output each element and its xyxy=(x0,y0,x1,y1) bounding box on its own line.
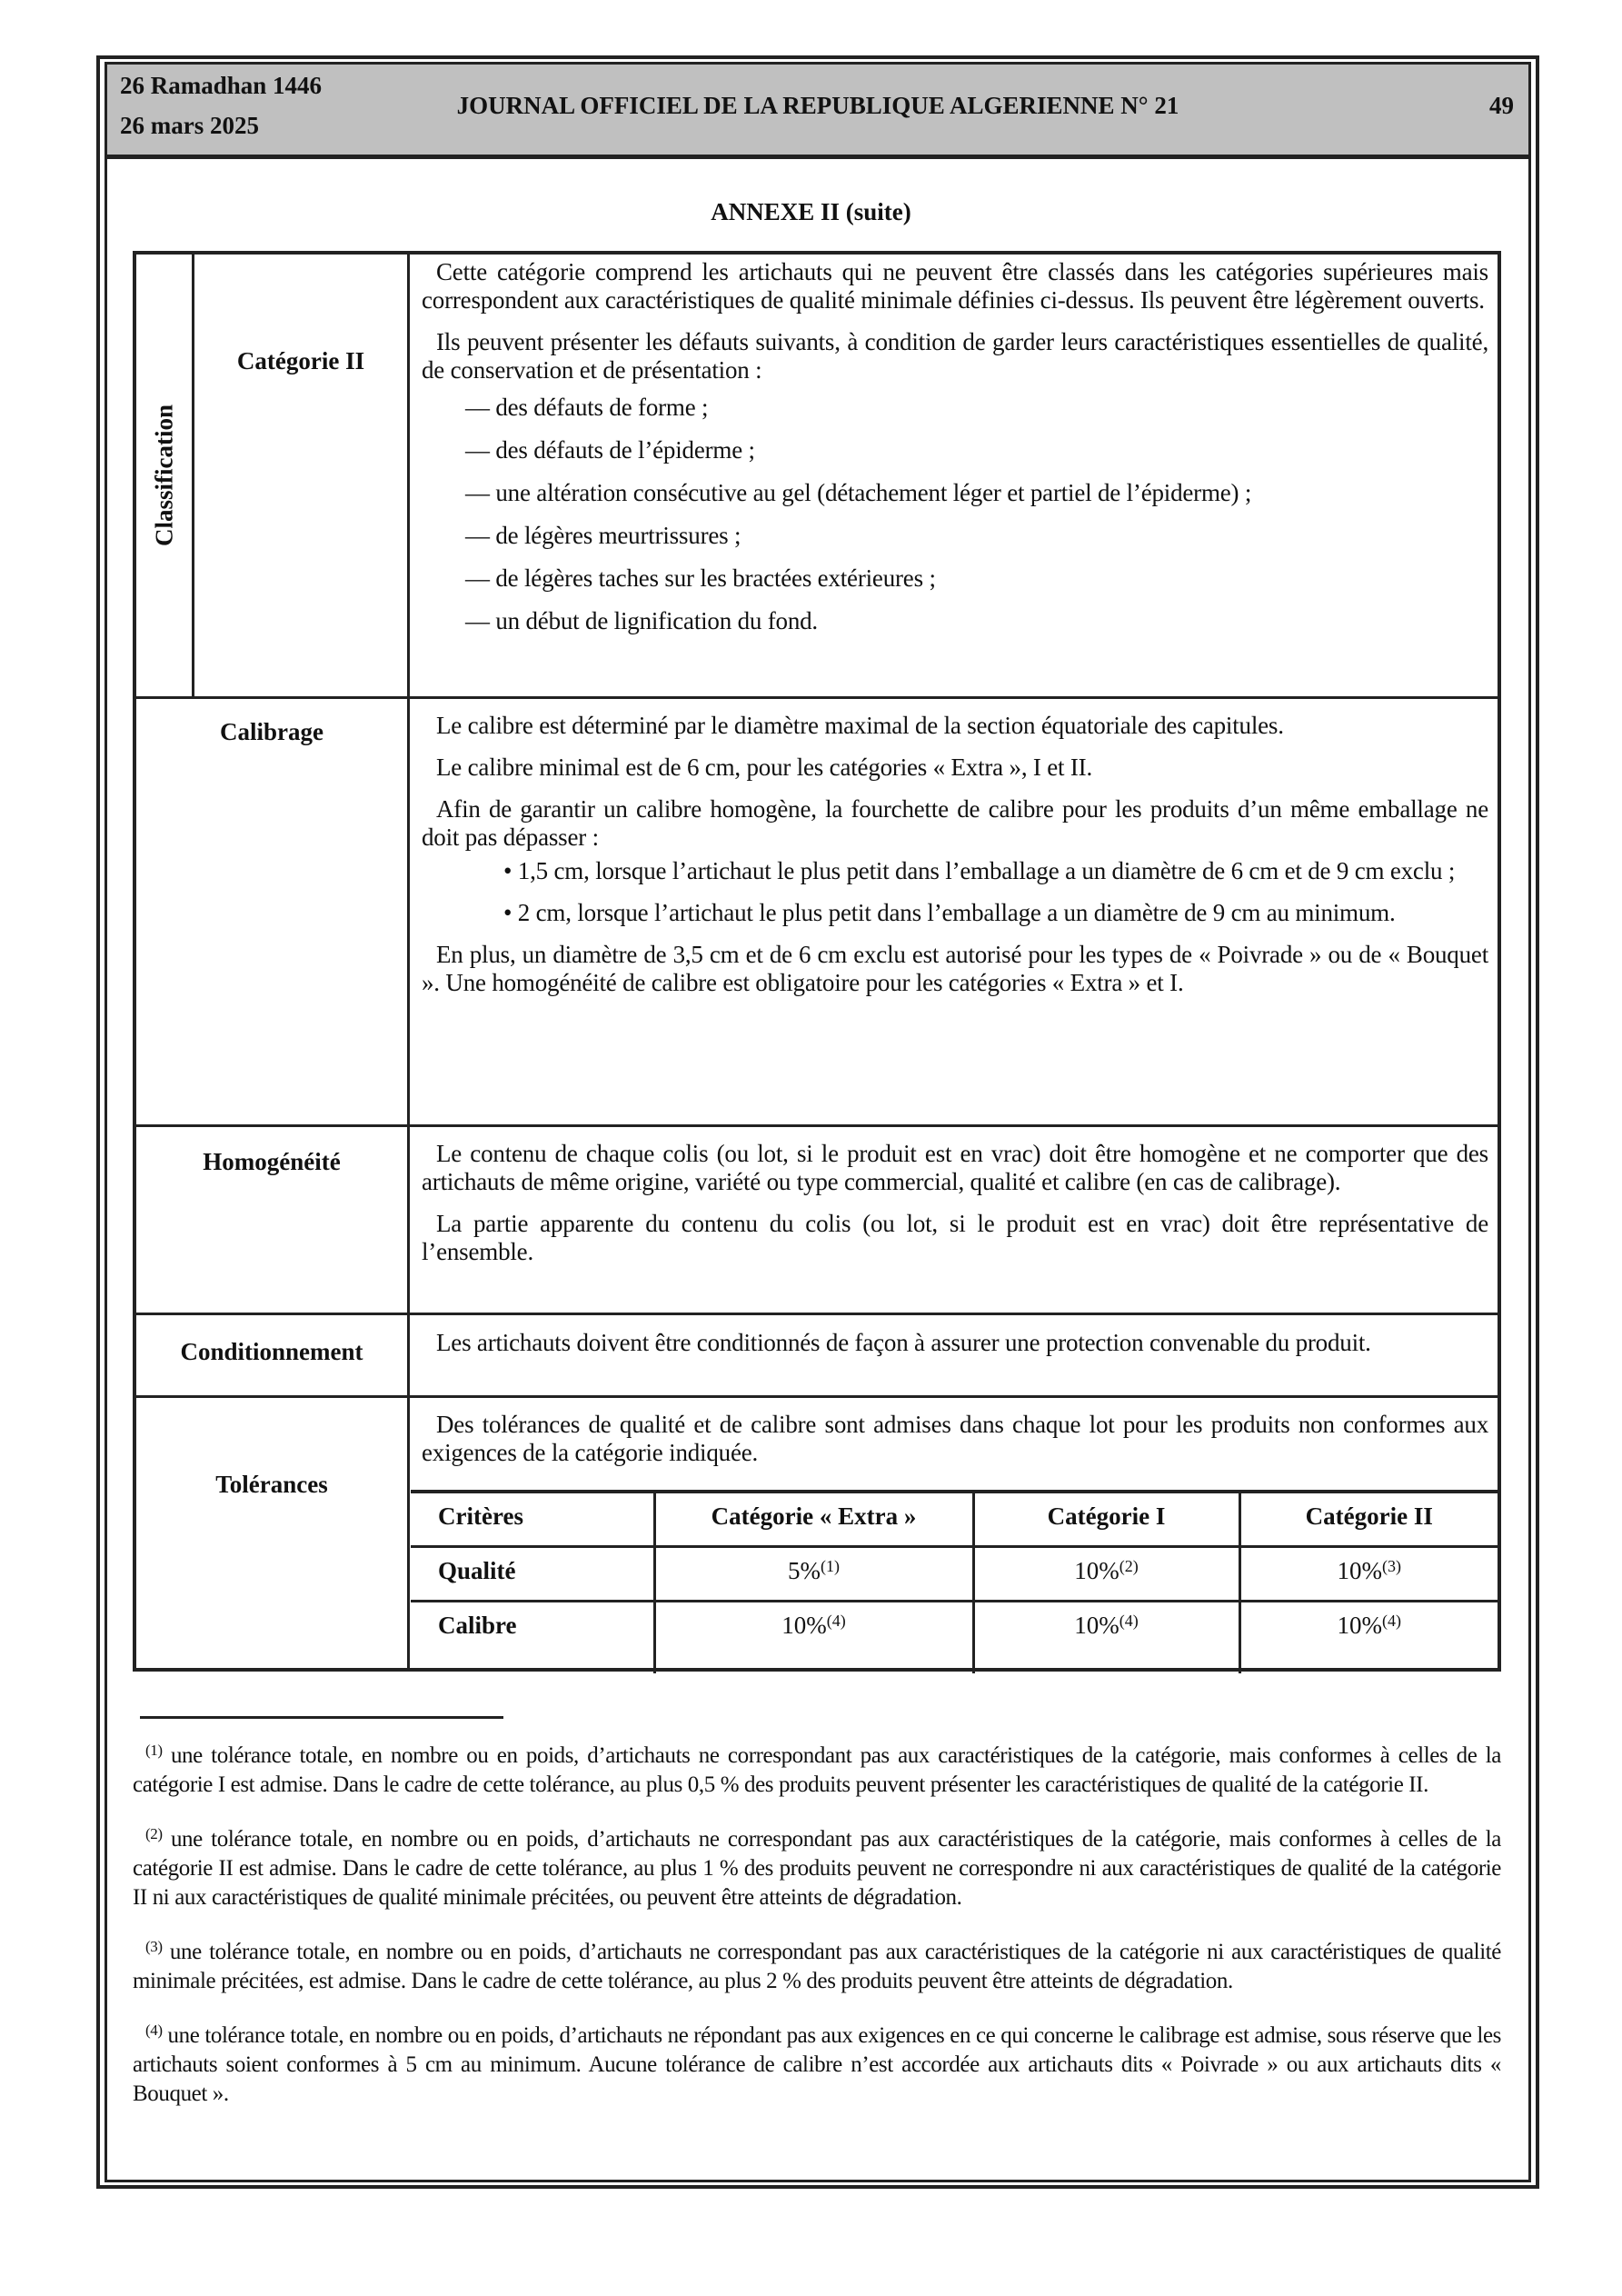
calibrage-label: Calibrage xyxy=(220,718,323,745)
defect-item: — des défauts de l’épiderme ; xyxy=(465,436,755,464)
footnote xyxy=(133,1932,1501,1996)
homogeneite-label: Homogénéité xyxy=(203,1148,341,1175)
conditionnement-content xyxy=(411,1325,1498,1371)
value-cell xyxy=(654,1546,973,1601)
paragraph: La partie apparente du contenu du colis (ou lot, si le produit est en vrac) doit être représentative de l’ensemble. xyxy=(422,1210,1488,1265)
footnote-ref: (4) xyxy=(1119,1611,1139,1630)
row-label: Calibre xyxy=(411,1601,654,1673)
row-label: Qualité xyxy=(411,1546,654,1601)
bullet-item: • 1,5 cm, lorsque l’artichaut le plus petit dans l’emballage a un diamètre de 6 cm et de 9 cm exclu ; xyxy=(503,857,1456,884)
tolerances-table xyxy=(411,1490,1498,1673)
footnote-mark: (4) xyxy=(145,2021,163,2039)
footnote-ref: (1) xyxy=(821,1556,840,1575)
page-number: 49 xyxy=(1489,92,1514,119)
header-cell: Critères xyxy=(411,1492,654,1546)
paragraph: En plus, un diamètre de 3,5 cm et de 6 cm exclu est autorisé pour les types de « Poivrade » ou de « Bouquet ». Une homogénéité de calibre est obligatoire pour les catégories « Extra » et I. xyxy=(422,941,1488,996)
paragraph: Afin de garantir un calibre homogène, la fourchette de calibre pour les produits d’un même emballage ne doit pas dépasser : xyxy=(422,795,1488,851)
footnote xyxy=(133,1820,1501,1912)
footnote-text: une tolérance totale, en nombre ou en poids, d’artichauts ne correspondant pas aux caractéristiques de la catégorie ni aux caractéristiques de qualité minimale précitées, est admise. Dans le cadre de cette tolérance, au plus 2 % des produits peuvent être atteints de dégradation. xyxy=(133,1940,1501,1993)
paragraph: Le calibre minimal est de 6 cm, pour les catégories « Extra », I et II. xyxy=(436,754,1093,781)
footnote-ref: (4) xyxy=(1382,1611,1401,1630)
bullet-item: • 2 cm, lorsque l’artichaut le plus petit dans l’emballage a un diamètre de 9 cm au minimum. xyxy=(503,899,1396,926)
calibrage-content xyxy=(411,708,1498,1011)
journal-header xyxy=(107,65,1528,159)
journal-title: JOURNAL OFFICIEL DE LA REPUBLIQUE ALGERIENNE N° 21 xyxy=(456,92,1179,119)
value-cell xyxy=(1239,1601,1498,1673)
value: 10% xyxy=(1337,1611,1382,1639)
classification-cell xyxy=(136,255,194,696)
footnote-text: une tolérance totale, en nombre ou en poids, d’artichauts ne correspondant pas aux caractéristiques de la catégorie, mais conformes à celles de la catégorie I est admise. Dans le cadre de cette tolérance, au plus 0,5 % des produits peuvent présenter les caractéristiques de qualité de la catégorie II. xyxy=(133,1743,1501,1797)
column-divider xyxy=(407,255,410,1672)
footnote-text: une tolérance totale, en nombre ou en poids, d’artichauts ne répondant pas aux exigences en ce qui concerne le calibrage est admise, sous réserve que les artichauts soient conformes à 5 cm au minimum. Aucune tolérance de calibre n’est accordée aux artichauts dits « Poivrade » ou aux artichauts dits « Bouquet ». xyxy=(133,2023,1501,2106)
header-cell: Catégorie II xyxy=(1239,1492,1498,1546)
table-row xyxy=(411,1546,1498,1601)
value: 10% xyxy=(1074,1556,1119,1584)
value: 5% xyxy=(788,1556,821,1584)
footnote-mark: (1) xyxy=(145,1742,163,1759)
annexe-title: ANNEXE II (suite) xyxy=(711,198,911,225)
footnotes xyxy=(133,1736,1501,2129)
paragraph: Le calibre est déterminé par le diamètre maximal de la section équatoriale des capitules. xyxy=(436,712,1284,739)
tolerances-header-row xyxy=(411,1492,1498,1546)
annex-table xyxy=(133,251,1501,1672)
paragraph: Cette catégorie comprend les artichauts qui ne peuvent être classés dans les catégories supérieures mais correspondent aux caractéristiques de qualité minimale définies ci-dessus. Ils peuvent être légèrement ouverts. xyxy=(422,258,1488,314)
value: 10% xyxy=(1337,1556,1382,1584)
gregorian-date: 26 mars 2025 xyxy=(120,112,259,139)
footnote-separator xyxy=(140,1716,503,1719)
hijri-date: 26 Ramadhan 1446 xyxy=(120,72,323,99)
value-cell xyxy=(654,1601,973,1673)
defect-item: — un début de lignification du fond. xyxy=(465,607,818,634)
row-divider xyxy=(136,1313,1498,1315)
paragraph: Des tolérances de qualité et de calibre sont admises dans chaque lot pour les produits non conformes aux exigences de la catégorie indiquée. xyxy=(422,1411,1488,1466)
row-divider xyxy=(136,1124,1498,1127)
value-cell xyxy=(973,1546,1239,1601)
conditionnement-label: Conditionnement xyxy=(180,1338,363,1365)
paragraph: Les artichauts doivent être conditionnés de façon à assurer une protection convenable du produit. xyxy=(436,1329,1371,1356)
footnote-mark: (2) xyxy=(145,1825,163,1842)
footnote xyxy=(133,2016,1501,2109)
categorie2-label: Catégorie II xyxy=(236,347,365,374)
row-divider xyxy=(136,696,1498,699)
footnote xyxy=(133,1736,1501,1800)
paragraph: Le contenu de chaque colis (ou lot, si le produit est en vrac) doit être homogène et ne comporter que des artichauts de même origine, variété ou type commercial, qualité et calibre (en cas de calibrage). xyxy=(422,1140,1488,1195)
categorie2-content xyxy=(411,255,1498,650)
defect-item: — de légères meurtrissures ; xyxy=(465,522,741,549)
footnote-text: une tolérance totale, en nombre ou en poids, d’artichauts ne correspondant pas aux caractéristiques de la catégorie, mais conformes à celles de la catégorie II est admise. Dans le cadre de cette tolérance, au plus 1 % des produits peuvent ne correspondre ni aux caractéristiques de qualité de la catégorie II ni aux caractéristiques de qualité minimale précitées, ou peuvent être atteints de dégradation. xyxy=(133,1827,1501,1910)
classification-label: Classification xyxy=(150,404,177,547)
footnote-ref: (2) xyxy=(1119,1556,1139,1575)
value-cell xyxy=(973,1601,1239,1673)
tolerances-content xyxy=(411,1407,1498,1481)
footnote-ref: (4) xyxy=(826,1611,846,1630)
defect-item: — des défauts de forme ; xyxy=(465,394,709,421)
tolerances-label: Tolérances xyxy=(215,1471,328,1498)
value-cell xyxy=(1239,1546,1498,1601)
row-divider xyxy=(136,1395,1498,1398)
header-cell: Catégorie I xyxy=(973,1492,1239,1546)
value: 10% xyxy=(781,1611,827,1639)
header-cell: Catégorie « Extra » xyxy=(654,1492,973,1546)
value: 10% xyxy=(1074,1611,1119,1639)
defect-item: — une altération consécutive au gel (détachement léger et partiel de l’épiderme) ; xyxy=(465,479,1252,506)
table-row xyxy=(411,1601,1498,1673)
footnote-mark: (3) xyxy=(145,1938,163,1955)
footnote-ref: (3) xyxy=(1382,1556,1401,1575)
paragraph: Ils peuvent présenter les défauts suivants, à condition de garder leurs caractéristiques essentielles de qualité, de conservation et de présentation : xyxy=(422,328,1488,384)
homogeneite-content xyxy=(411,1136,1498,1280)
defect-item: — de légères taches sur les bractées extérieures ; xyxy=(465,564,936,592)
